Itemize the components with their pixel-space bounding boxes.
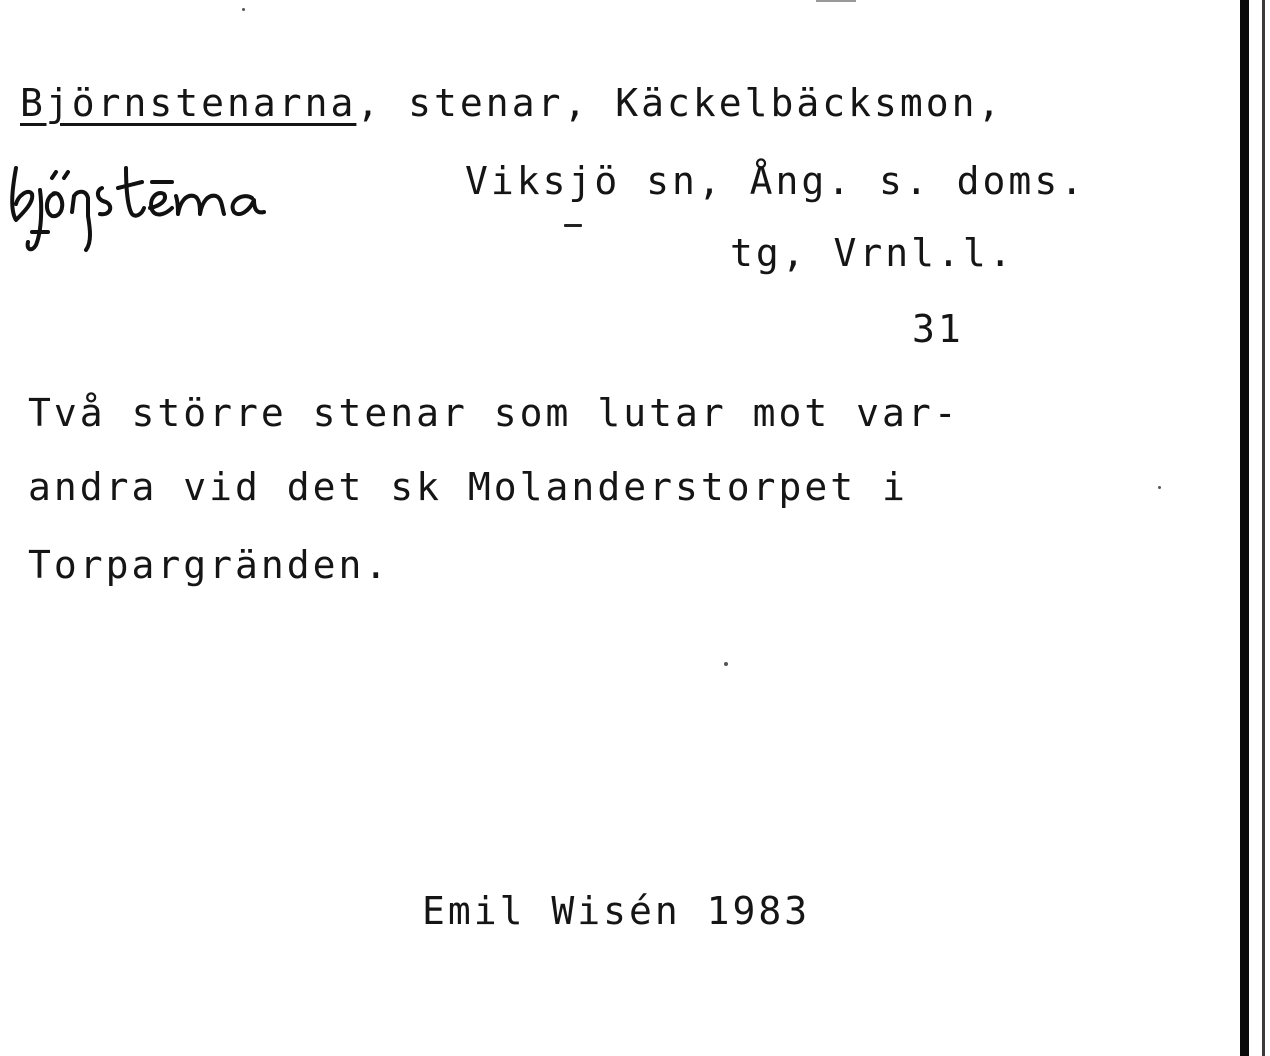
district-line: tg, Vrnl.l.	[730, 231, 1015, 275]
dialect-form-handwritten	[2, 150, 392, 265]
paper-speck	[1158, 486, 1161, 489]
description-line-1: Två större stenar som lutar mot var-	[28, 391, 960, 435]
card-edge-shadow	[1240, 0, 1249, 1056]
card-edge-line	[1262, 0, 1265, 1056]
headword: Björnstenarna	[20, 81, 357, 125]
header-rest: , stenar, Käckelbäcksmon,	[356, 81, 1004, 125]
paper-mark	[816, 0, 856, 2]
paper-speck	[242, 8, 245, 11]
paper-speck	[724, 662, 728, 666]
card-number: 31	[912, 307, 964, 351]
header-line	[20, 81, 1004, 125]
signature: Emil Wisén 1983	[422, 889, 811, 933]
description-line-2: andra vid det sk Molanderstorpet i	[28, 465, 908, 509]
location-line: Viksjö sn, Ång. s. doms.	[465, 159, 1087, 203]
description-line-3: Torpargränden.	[28, 543, 391, 587]
paper-mark	[564, 224, 582, 227]
